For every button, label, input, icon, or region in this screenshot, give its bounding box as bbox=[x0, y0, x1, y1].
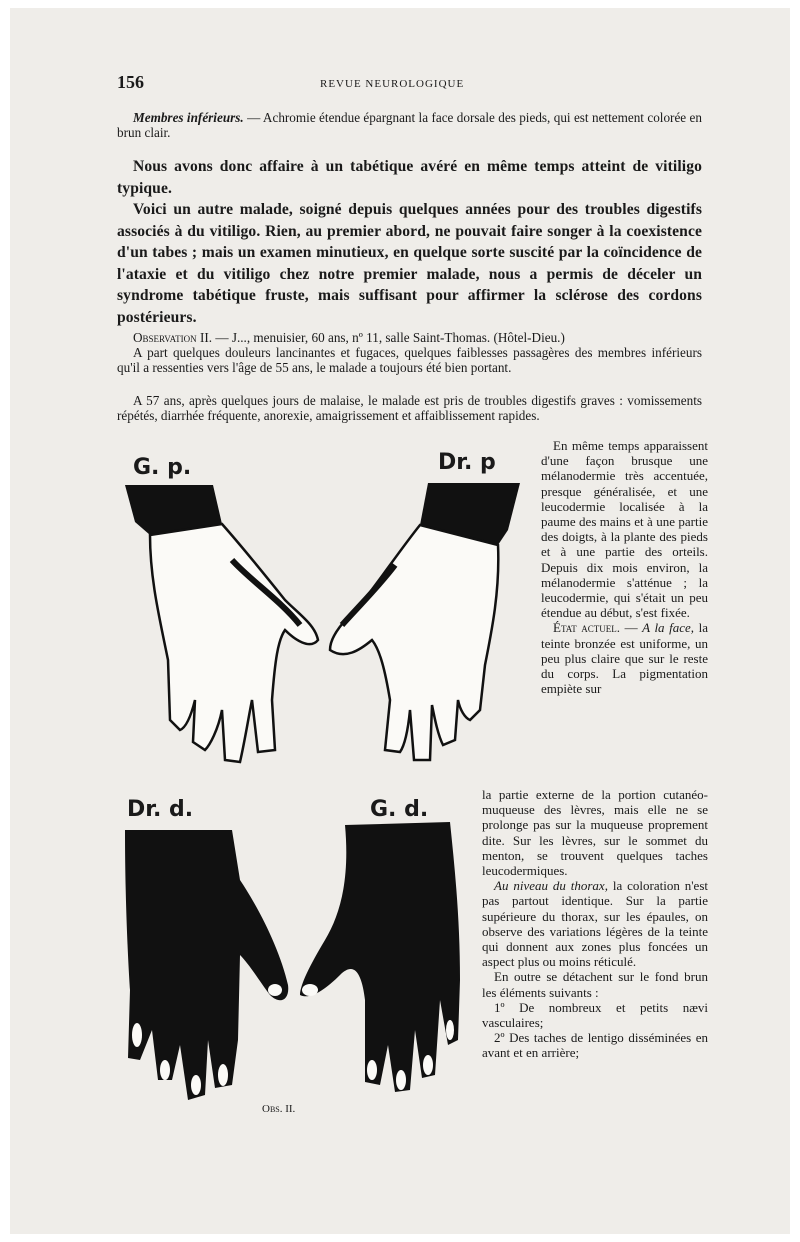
etat-actuel-paragraph bbox=[541, 620, 708, 696]
etat-actuel-label: État actuel. bbox=[553, 620, 621, 636]
page-number: 156 bbox=[117, 72, 144, 92]
running-title: REVUE NEUROLOGIQUE bbox=[320, 78, 465, 90]
right-column-paragraph-1: En même temps apparaissent d'une façon brusque une mélanodermie très accentuée, presque généralisée, et une leucodermie localisée à la paume des mains et à une partie des doigts, à la plante des pieds et à une partie des orteils. Depuis dix mois environ, la mélanodermie s'atténue ; la leucodermie, qui s'était un peu étendue au début, s'est fixée. bbox=[541, 438, 708, 621]
paragraph-second-patient: Voici un autre malade, soigné depuis quelques années pour des troubles digestifs associés à du vitiligo. Rien, au premier abord, ne pouvait faire songer à la coexistence d'un tabes ; mais un examen minutieux, en quelque sorte suscité par la coïncidence de l'ataxie et du vitiligo chez notre premier malade, nous a permis de déceler un syndrome tabétique fruste, mais suffisant pour affirmer la sclérose des cordons postérieurs. bbox=[117, 201, 702, 326]
label-right-palm: Dr. p bbox=[438, 450, 496, 475]
hand-dorsal-left bbox=[125, 830, 288, 1100]
membres-inferieurs-text: — Achromie étendue épargnant la face dorsale des pieds, qui est nettement colorée en brun clair. bbox=[117, 110, 702, 140]
membres-inferieurs-lead: Membres inférieurs. bbox=[133, 110, 244, 125]
paragraph-conclusion: Nous avons donc affaire à un tabétique avéré en même temps atteint de vitiligo typique. bbox=[117, 158, 702, 197]
figure-caption: Obs. II. bbox=[262, 1103, 296, 1115]
right-column bbox=[541, 438, 708, 696]
lower-column-paragraph-1: la partie externe de la portion cutanéo-muqueuse des lèvres, mais elle ne se prolonge pas sur la muqueuse proprement dite. Sur les lèvres, sur le sommet du menton, se trouvent quelques taches leucodermiques. bbox=[482, 787, 708, 879]
hand-dorsal-right bbox=[300, 822, 460, 1092]
thorax-italic: Au niveau du thorax, bbox=[494, 878, 608, 894]
label-left-dorsal: Dr. d. bbox=[127, 797, 194, 822]
hand-palm-left bbox=[125, 485, 318, 762]
etat-actuel-italic: A la face, bbox=[642, 620, 695, 636]
etat-actuel-text: la teinte bronzée est uniforme, un peu plus claire que sur le reste du corps. La pigmentation empiète sur bbox=[541, 620, 708, 697]
label-left-palm: G. p. bbox=[133, 455, 192, 480]
list-item-1: 1º De nombreux et petits nævi vasculaires; bbox=[482, 999, 708, 1031]
observation-paragraph-1: A part quelques douleurs lancinantes et fugaces, quelques faiblesses passagères des membres inférieurs qu'il a ressenties vers l'âge de 55 ans, le malade a toujours été bien portant. bbox=[117, 345, 702, 375]
observation-paragraph-2: A 57 ans, après quelques jours de malaise, le malade est pris de troubles digestifs graves : vomissements répétés, diarrhée fréquente, anorexie, amaigrissement et affaiblissement rapides. bbox=[117, 393, 702, 423]
list-item-2: 2º Des taches de lentigo disséminées en avant et en arrière; bbox=[482, 1030, 708, 1061]
label-right-dorsal: G. d. bbox=[370, 797, 429, 822]
lower-column-paragraph-3: En outre se détachent sur le fond brun les éléments suivants : bbox=[482, 969, 708, 1000]
etat-actuel-dash: — bbox=[620, 620, 643, 636]
hand-palm-right bbox=[330, 483, 520, 760]
lower-column bbox=[482, 787, 708, 1061]
thorax-paragraph bbox=[482, 878, 708, 969]
observation-title: Observation II. bbox=[133, 330, 213, 345]
observation-line: — J..., menuisier, 60 ans, nº 11, salle Saint-Thomas. (Hôtel-Dieu.) bbox=[212, 330, 565, 345]
thorax-text: la coloration n'est pas partout identique. Sur la partie supérieure du thorax, sur les épaules, on observe des variations légères de la teinte qui donnent aux zones plus foncées un aspect plus ou moins réticulé. bbox=[482, 878, 708, 970]
